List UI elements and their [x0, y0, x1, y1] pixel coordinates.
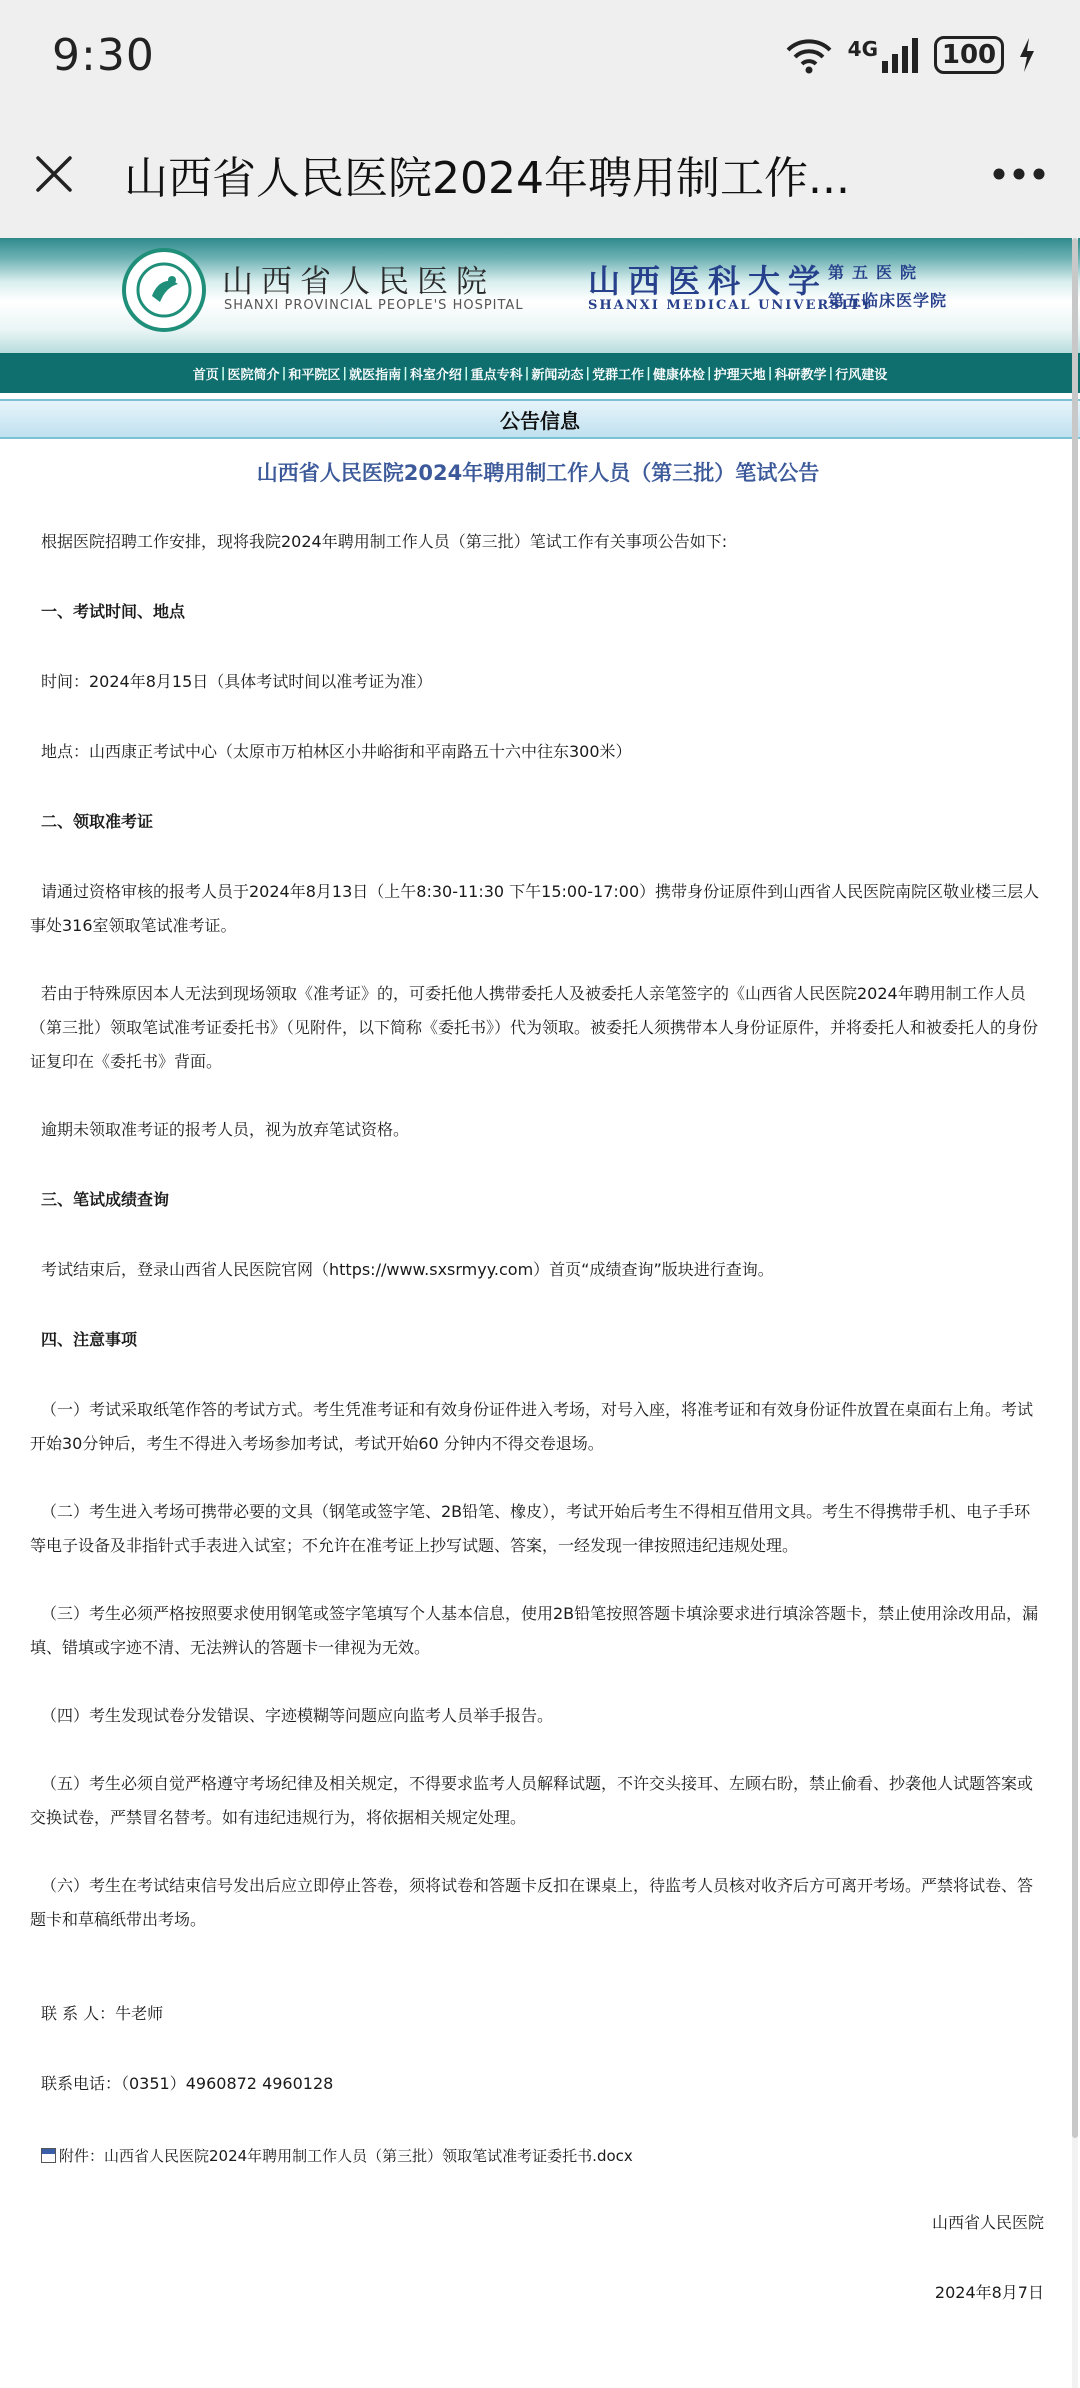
section-2-paragraph-3: 逾期未领取准考证的报考人员，视为放弃笔试资格。: [41, 1120, 410, 1139]
document-icon: [41, 2148, 56, 2163]
web-content[interactable]: [0, 238, 1080, 2388]
university-sub1: 第五医院: [828, 263, 925, 282]
nav-item-checkup[interactable]: 健康体检: [652, 367, 705, 383]
status-icons: [784, 36, 1036, 74]
university-name-cn: 山西医科大学: [588, 262, 829, 300]
contact-person: 联 系 人：牛老师: [41, 2004, 164, 2023]
article-title: 山西省人民医院2024年聘用制工作人员（第三批）笔试公告: [256, 461, 820, 485]
notice-bar: [0, 399, 1080, 439]
section-2-heading: 二、领取准考证: [41, 812, 154, 831]
notice-item-2: （二）考生进入考场可携带必要的文具（钢笔或签字笔、2B铅笔、橡皮），考试开始后考生不得相互借用文具。考生不得携带手机、电子手环等电子设备及非指针式手表进入试室；不允许在准考证上抄写试题、答案，一经发现一律按照违纪违规处理。: [30, 1502, 1031, 1555]
more-options-icon[interactable]: [972, 167, 1046, 181]
article-intro: 根据医院招聘工作安排，现将我院2024年聘用制工作人员（第三批）笔试工作有关事项公告如下:: [41, 532, 728, 551]
site-banner: [0, 238, 1080, 353]
attachment-label[interactable]: 附件：山西省人民医院2024年聘用制工作人员（第三批）领取笔试准考证委托书.docx: [59, 2147, 633, 2165]
notice-item-5: （五）考生必须自觉严格遵守考场纪律及相关规定，不得要求监考人员解释试题，不许交头接耳、左顾右盼，禁止偷看、抄袭他人试题答案或交换试卷，严禁冒名替考。如有违纪违规行为，将依据相关规定处理。: [30, 1774, 1034, 1827]
title-bar: [0, 110, 1080, 238]
section-3-paragraph: 考试结束后，登录山西省人民医院官网（https://www.sxsrmyy.com）首页“成绩查询”版块进行查询。: [41, 1260, 774, 1279]
section-2-paragraph-1: 请通过资格审核的报考人员于2024年8月13日（上午8:30-11:30 下午15:00-17:00）携带身份证原件到山西省人民医院南院区敬业楼三层人事处316室领取笔试准考证。: [30, 882, 1040, 935]
nav-item-ethics[interactable]: 行风建设: [835, 367, 888, 383]
wifi-icon: [784, 36, 834, 74]
section-1-heading: 一、考试时间、地点: [41, 602, 186, 621]
notice-item-6: （六）考生在考试结束信号发出后应立即停止答卷，须将试卷和答题卡反扣在课桌上，待监考人员核对收齐后方可离开考场。严禁将试卷、答题卡和草稿纸带出考场。: [30, 1876, 1034, 1929]
notice-item-1: （一）考试采取纸笔作答的考试方式。考生凭准考证和有效身份证件进入考场，对号入座，将准考证和有效身份证件放置在桌面右上角。考试开始30分钟后，考生不得进入考场参加考试，考试开始60 分钟内不得交卷退场。: [30, 1400, 1034, 1453]
site-nav: 首页 | 医院简介 | 和平院区 | 就医指南 | 科室介绍 | 重点专科 | 新闻动态 | 党群工作 | 健康体检 | 护理天地 | 科研教学 | 行风建设: [0, 353, 1080, 393]
cellular-signal-icon: [848, 37, 920, 73]
battery-icon: [934, 36, 1004, 74]
hospital-name-en: SHANXI PROVINCIAL PEOPLE'S HOSPITAL: [224, 298, 524, 313]
university-name-en: SHANXI MEDICAL UNIVERSITY: [588, 298, 873, 313]
network-type-label: 4G: [847, 37, 878, 61]
scrollbar[interactable]: [1072, 238, 1078, 2388]
status-time: 9:30: [52, 29, 155, 81]
notice-item-3: （三）考生必须严格按照要求使用钢笔或签字笔填写个人基本信息，使用2B铅笔按照答题卡填涂要求进行填涂答题卡，禁止使用涂改用品，漏填、错填或字迹不清、无法辨认的答题卡一律视为无效。: [30, 1604, 1039, 1657]
section-2-paragraph-2: 若由于特殊原因本人无法到现场领取《准考证》的，可委托他人携带委托人及被委托人亲笔签字的《山西省人民医院2024年聘用制工作人员（第三批）领取笔试准考证委托书》（见附件，以下简称《委托书》）代为领取。被委托人须携带本人身份证原件，并将委托人和被委托人的身份证复印在《委托书》背面。: [30, 984, 1039, 1071]
notice-label: 公告信息: [500, 408, 580, 433]
page-title: 山西省人民医院2024年聘用制工作...: [124, 153, 850, 204]
nav-item-about[interactable]: 医院简介: [227, 367, 280, 383]
signature-org: 山西省人民医院: [931, 2213, 1044, 2232]
charging-icon: [1018, 37, 1036, 73]
scrollbar-thumb[interactable]: [1072, 238, 1078, 2138]
nav-item-nursing[interactable]: 护理天地: [713, 367, 766, 383]
hospital-logo-icon: [122, 248, 206, 332]
nav-item-specialties[interactable]: 重点专科: [470, 367, 523, 383]
nav-item-news[interactable]: 新闻动态: [531, 367, 584, 383]
section-4-heading: 四、注意事项: [41, 1330, 138, 1349]
section-1-time: 时间：2024年8月15日（具体考试时间以准考证为准）: [41, 672, 433, 691]
university-sub2: 第五临床医学院: [828, 291, 948, 310]
nav-item-departments[interactable]: 科室介绍: [409, 367, 462, 383]
nav-item-party[interactable]: 党群工作: [592, 367, 645, 383]
nav-item-heping-campus[interactable]: 和平院区: [288, 367, 341, 383]
close-icon[interactable]: [34, 154, 74, 194]
attachment-link[interactable]: [30, 2145, 1046, 2166]
status-bar: [0, 0, 1080, 110]
section-3-heading: 三、笔试成绩查询: [41, 1190, 170, 1209]
nav-item-home[interactable]: 首页: [192, 367, 219, 383]
hospital-name-cn: 山西省人民医院: [222, 264, 495, 300]
nav-item-guide[interactable]: 就医指南: [349, 367, 402, 383]
nav-item-research[interactable]: 科研教学: [774, 367, 827, 383]
notice-item-4: （四）考生发现试卷分发错误、字迹模糊等问题应向监考人员举手报告。: [41, 1706, 554, 1725]
contact-phone: 联系电话：（0351）4960872 4960128: [41, 2074, 334, 2093]
signature-date: 2024年8月7日: [934, 2283, 1044, 2302]
battery-level: 100: [941, 40, 997, 70]
section-1-place: 地点：山西康正考试中心（太原市万柏林区小井峪街和平南路五十六中往东300米）: [41, 742, 632, 761]
article-body: [0, 451, 1080, 2310]
